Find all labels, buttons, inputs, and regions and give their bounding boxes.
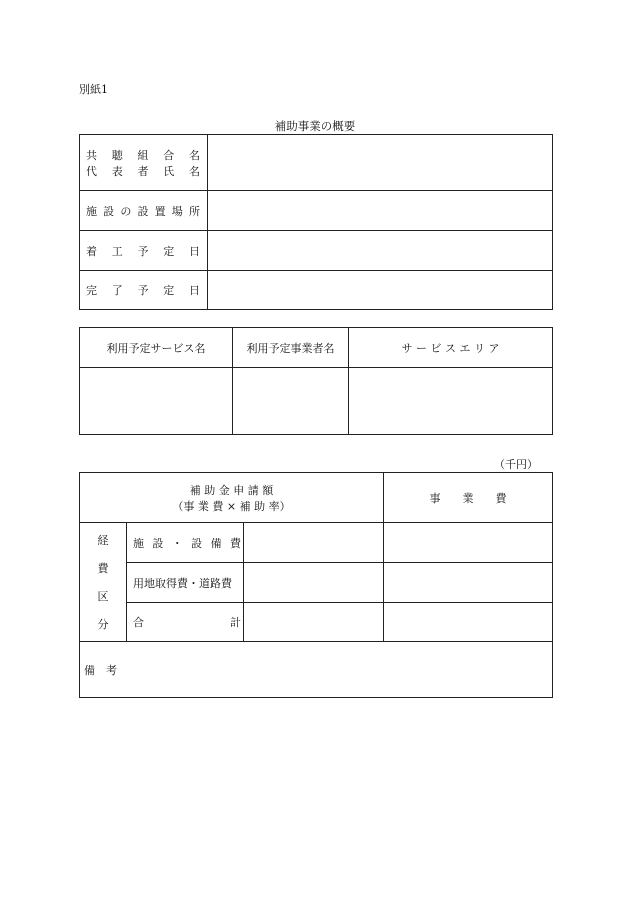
start-date-value[interactable] — [208, 231, 553, 271]
remarks-row — [80, 642, 553, 698]
remarks-label: 備 考 — [84, 664, 117, 677]
land-subsidy-value[interactable] — [244, 563, 384, 603]
land-project-value[interactable] — [384, 563, 553, 603]
cost-row-facility — [80, 523, 553, 563]
cost-header-row — [80, 473, 553, 523]
facility-location-value[interactable] — [208, 191, 553, 231]
overview-table — [79, 134, 553, 310]
service-header-row — [80, 328, 553, 368]
overview-row-location — [80, 191, 553, 231]
union-name-label: 共 聴 組 合 名 — [86, 148, 200, 162]
facility-location-label: 施 設 の 設 置 場 所 — [80, 191, 208, 231]
provider-name-value[interactable] — [233, 368, 349, 435]
end-date-value[interactable] — [208, 271, 553, 310]
total-label: 合 計 — [127, 603, 244, 642]
project-cost-header: 事 業 費 — [384, 473, 553, 523]
cost-table — [79, 472, 553, 698]
remarks-cell[interactable] — [80, 642, 553, 698]
provider-name-header: 利用予定事業者名 — [233, 328, 349, 368]
subsidy-header — [80, 473, 384, 523]
start-date-label: 着 工 予 定 日 — [80, 231, 208, 271]
service-name-value[interactable] — [80, 368, 233, 435]
facility-equipment-label: 施 設 ・ 設 備 費 — [127, 523, 244, 563]
service-area-value[interactable] — [349, 368, 553, 435]
facility-project-value[interactable] — [384, 523, 553, 563]
service-table — [79, 327, 553, 435]
overview-row-union — [80, 135, 553, 191]
union-rep-label — [80, 135, 208, 191]
service-value-row — [80, 368, 553, 435]
unit-label: （千円） — [494, 458, 538, 471]
subsidy-header-line1: 補 助 金 申 請 額 — [189, 483, 274, 497]
cost-row-total — [80, 603, 553, 642]
facility-subsidy-value[interactable] — [244, 523, 384, 563]
total-project-value[interactable] — [384, 603, 553, 642]
expense-category-label: 経 費 区 分 — [80, 523, 127, 642]
union-rep-value[interactable] — [208, 135, 553, 191]
end-date-label: 完 了 予 定 日 — [80, 271, 208, 310]
subsidy-header-line2: （事 業 費 × 補 助 率） — [172, 499, 291, 513]
cost-row-land — [80, 563, 553, 603]
representative-name-label: 代 表 者 氏 名 — [86, 164, 200, 178]
overview-row-end — [80, 271, 553, 310]
overview-row-start — [80, 231, 553, 271]
service-area-header: サ ー ビ ス エ リ ア — [349, 328, 553, 368]
land-road-label: 用地取得費・道路費 — [127, 563, 244, 603]
service-name-header: 利用予定サービス名 — [80, 328, 233, 368]
document-title: 補助事業の概要 — [274, 119, 356, 133]
attachment-label: 別紙1 — [79, 83, 108, 96]
total-subsidy-value[interactable] — [244, 603, 384, 642]
